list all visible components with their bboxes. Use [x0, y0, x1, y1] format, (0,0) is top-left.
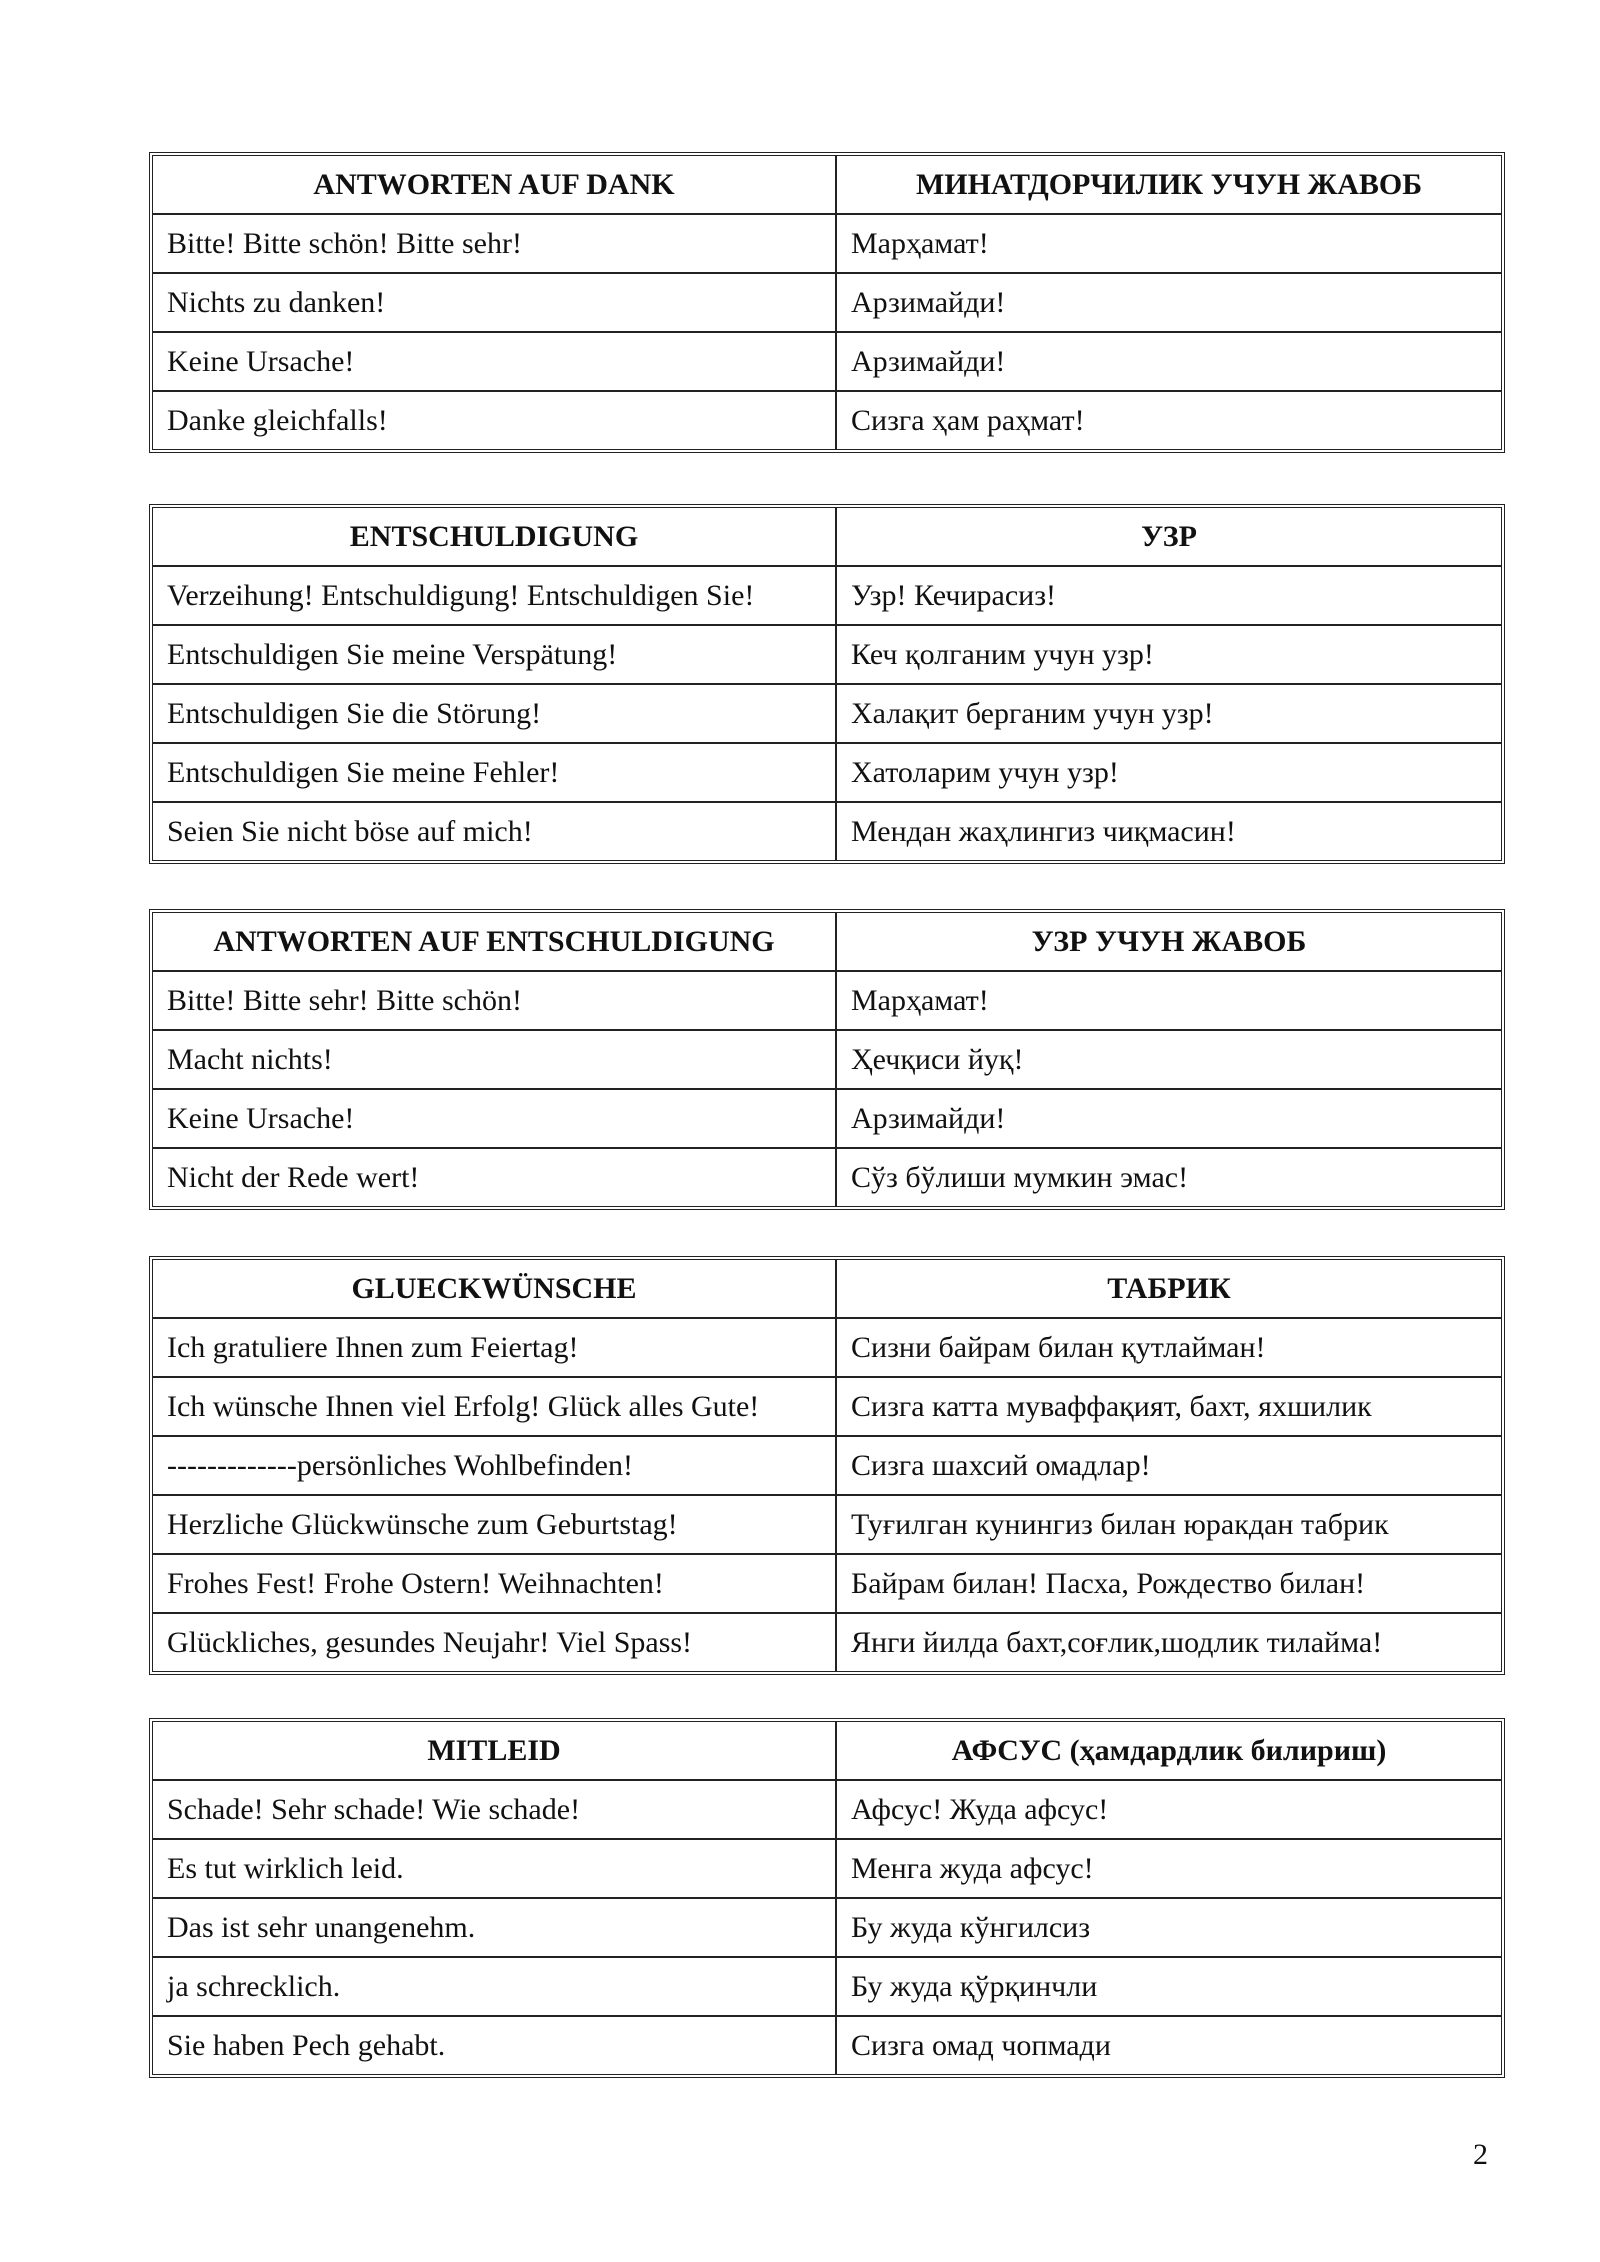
uzbek-translation: Сизни байрам билан қутлайман!	[836, 1318, 1501, 1377]
column-header-uzbek: МИНАТДОРЧИЛИК УЧУН ЖАВОБ	[836, 156, 1501, 214]
section-thanks-responses	[149, 152, 1505, 453]
table-row	[153, 1030, 1501, 1089]
table-row	[153, 214, 1501, 273]
uzbek-translation: Туғилган кунингиз билан юракдан табрик	[836, 1495, 1501, 1554]
table-row	[153, 273, 1501, 332]
uzbek-translation: Хатоларим учун узр!	[836, 743, 1501, 802]
uzbek-translation: Халақит берганим учун узр!	[836, 684, 1501, 743]
german-phrase: Nichts zu danken!	[153, 273, 836, 332]
table-row	[153, 2016, 1501, 2074]
german-phrase: Das ist sehr unangenehm.	[153, 1898, 836, 1957]
german-phrase: Seien Sie nicht böse auf mich!	[153, 802, 836, 860]
table-row	[153, 743, 1501, 802]
german-phrase: Ich gratuliere Ihnen zum Feiertag!	[153, 1318, 836, 1377]
table-row	[153, 1839, 1501, 1898]
german-phrase: Entschuldigen Sie die Störung!	[153, 684, 836, 743]
german-phrase: Es tut wirklich leid.	[153, 1839, 836, 1898]
section-congratulations	[149, 1256, 1505, 1675]
uzbek-translation: Байрам билан! Пасха, Рождество билан!	[836, 1554, 1501, 1613]
column-header-uzbek: УЗР УЧУН ЖАВОБ	[836, 913, 1501, 971]
uzbek-translation: Бу жуда қўрқинчли	[836, 1957, 1501, 2016]
uzbek-translation: Сизга шахсий омадлар!	[836, 1436, 1501, 1495]
uzbek-translation: Сизга ҳам раҳмат!	[836, 391, 1501, 449]
uzbek-translation: Менга жуда афсус!	[836, 1839, 1501, 1898]
german-phrase: Herzliche Glückwünsche zum Geburtstag!	[153, 1495, 836, 1554]
uzbek-translation: Мендан жаҳлингиз чиқмасин!	[836, 802, 1501, 860]
phrase-table	[153, 156, 1501, 449]
german-phrase: Macht nichts!	[153, 1030, 836, 1089]
column-header-uzbek: АФСУС (ҳамдардлик билириш)	[836, 1722, 1501, 1780]
german-phrase: Keine Ursache!	[153, 332, 836, 391]
table-header-row	[153, 508, 1501, 566]
uzbek-translation: Кеч қолганим учун узр!	[836, 625, 1501, 684]
phrase-table	[153, 1722, 1501, 2074]
uzbek-translation: Янги йилда бахт,соғлик,шодлик тилайма!	[836, 1613, 1501, 1671]
table-header-row	[153, 913, 1501, 971]
german-phrase: Nicht der Rede wert!	[153, 1148, 836, 1206]
column-header-uzbek: ТАБРИК	[836, 1260, 1501, 1318]
german-phrase: Ich wünsche Ihnen viel Erfolg! Glück alles Gute!	[153, 1377, 836, 1436]
section-apology	[149, 504, 1505, 864]
uzbek-translation: Арзимайди!	[836, 332, 1501, 391]
german-phrase: Bitte! Bitte schön! Bitte sehr!	[153, 214, 836, 273]
uzbek-translation: Сизга омад чопмади	[836, 2016, 1501, 2074]
german-phrase: Entschuldigen Sie meine Fehler!	[153, 743, 836, 802]
german-phrase: -------------persönliches Wohlbefinden!	[153, 1436, 836, 1495]
column-header-german: ANTWORTEN AUF DANK	[153, 156, 836, 214]
uzbek-translation: Афсус! Жуда афсус!	[836, 1780, 1501, 1839]
table-row	[153, 971, 1501, 1030]
section-sympathy	[149, 1718, 1505, 2078]
table-row	[153, 332, 1501, 391]
table-row	[153, 1148, 1501, 1206]
column-header-german: ANTWORTEN AUF ENTSCHULDIGUNG	[153, 913, 836, 971]
uzbek-translation: Арзимайди!	[836, 1089, 1501, 1148]
uzbek-translation: Арзимайди!	[836, 273, 1501, 332]
german-phrase: Bitte! Bitte sehr! Bitte schön!	[153, 971, 836, 1030]
table-row	[153, 1089, 1501, 1148]
table-row	[153, 1957, 1501, 2016]
uzbek-translation: Марҳамат!	[836, 214, 1501, 273]
phrase-table	[153, 913, 1501, 1206]
phrase-table	[153, 508, 1501, 860]
table-row	[153, 391, 1501, 449]
table-row	[153, 1613, 1501, 1671]
table-header-row	[153, 156, 1501, 214]
german-phrase: Schade! Sehr schade! Wie schade!	[153, 1780, 836, 1839]
table-row	[153, 684, 1501, 743]
german-phrase: Entschuldigen Sie meine Verspätung!	[153, 625, 836, 684]
table-row	[153, 1318, 1501, 1377]
german-phrase: Glückliches, gesundes Neujahr! Viel Spass!	[153, 1613, 836, 1671]
german-phrase: Verzeihung! Entschuldigung! Entschuldigen Sie!	[153, 566, 836, 625]
table-row	[153, 1554, 1501, 1613]
german-phrase: Frohes Fest! Frohe Ostern! Weihnachten!	[153, 1554, 836, 1613]
section-apology-responses	[149, 909, 1505, 1210]
table-header-row	[153, 1260, 1501, 1318]
uzbek-translation: Марҳамат!	[836, 971, 1501, 1030]
table-row	[153, 1377, 1501, 1436]
column-header-german: MITLEID	[153, 1722, 836, 1780]
table-row	[153, 1898, 1501, 1957]
column-header-german: GLUECKWÜNSCHE	[153, 1260, 836, 1318]
table-header-row	[153, 1722, 1501, 1780]
german-phrase: ja schrecklich.	[153, 1957, 836, 2016]
german-phrase: Sie haben Pech gehabt.	[153, 2016, 836, 2074]
phrase-table	[153, 1260, 1501, 1671]
uzbek-translation: Бу жуда кўнгилсиз	[836, 1898, 1501, 1957]
column-header-german: ENTSCHULDIGUNG	[153, 508, 836, 566]
table-row	[153, 802, 1501, 860]
table-row	[153, 1495, 1501, 1554]
page-number: 2	[1473, 2138, 1488, 2171]
table-row	[153, 625, 1501, 684]
uzbek-translation: Ҳечқиси йуқ!	[836, 1030, 1501, 1089]
uzbek-translation: Сўз бўлиши мумкин эмас!	[836, 1148, 1501, 1206]
table-row	[153, 1780, 1501, 1839]
table-row	[153, 566, 1501, 625]
german-phrase: Danke gleichfalls!	[153, 391, 836, 449]
column-header-uzbek: УЗР	[836, 508, 1501, 566]
german-phrase: Keine Ursache!	[153, 1089, 836, 1148]
table-row	[153, 1436, 1501, 1495]
uzbek-translation: Сизга катта муваффақият, бахт, яхшилик	[836, 1377, 1501, 1436]
uzbek-translation: Узр! Кечирасиз!	[836, 566, 1501, 625]
